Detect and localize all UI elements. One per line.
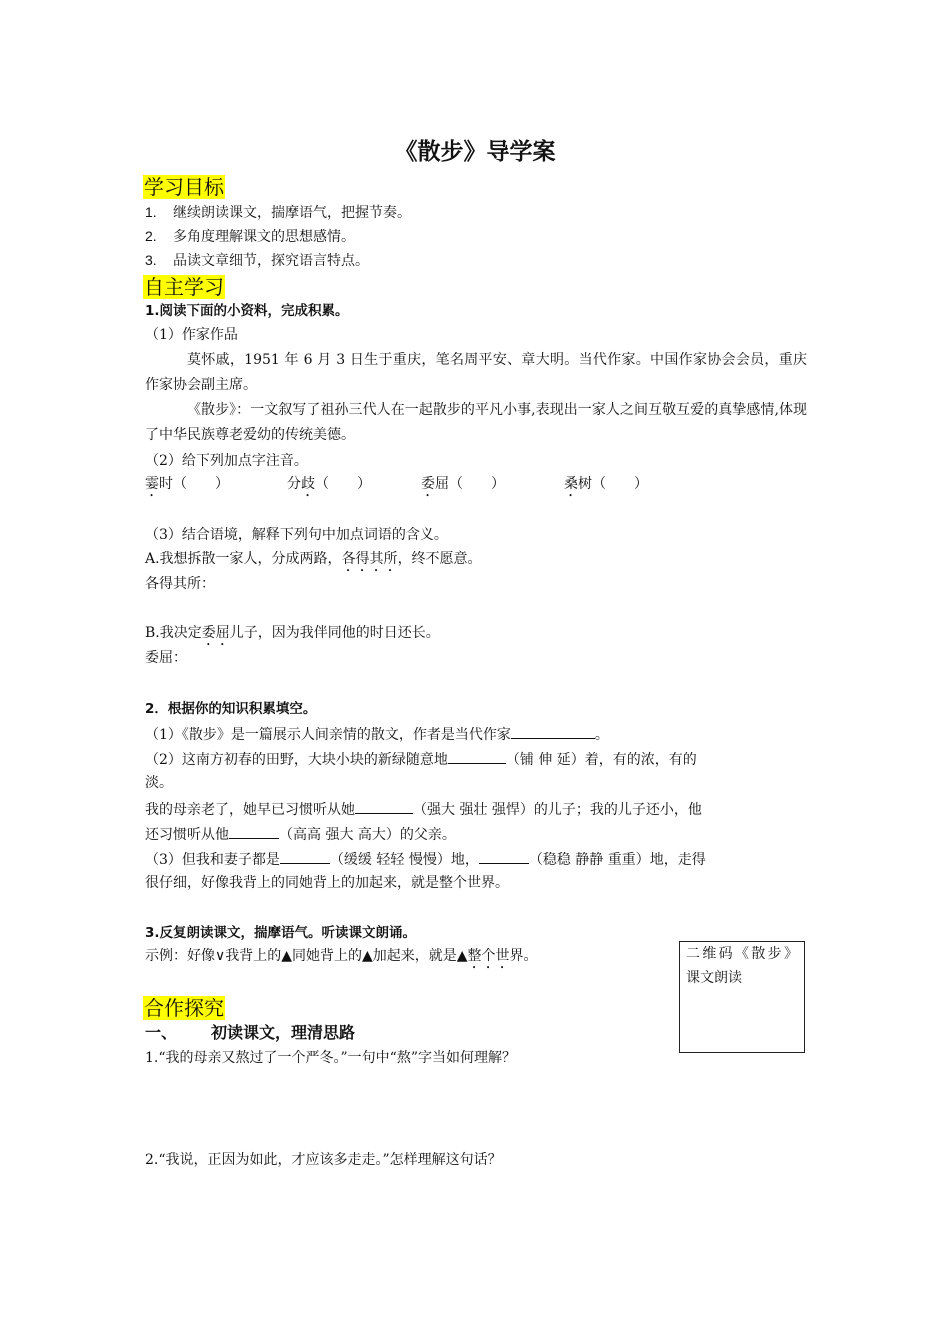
reading-example: 示例：好像∨我背上的▲同她背上的▲加起来，就是▲整个世界。 bbox=[145, 948, 538, 964]
fill-line: 还习惯听从他 （高高 强大 高大）的父亲。 bbox=[145, 823, 456, 845]
answer-label-a: 各得其所： bbox=[145, 576, 215, 592]
fill-line: （2）这南方初春的田野，大块小块的新绿随意地 （铺 伸 延）着，有的浓，有的 bbox=[145, 748, 697, 770]
goal-item: 1. 继续朗读课文，揣摩语气，把握节奏。 bbox=[145, 204, 411, 221]
section-heading-self-study: 自主学习 bbox=[144, 275, 224, 299]
goal-item: 3. 品读文章细节，探究语言特点。 bbox=[145, 252, 369, 269]
pinyin-item: 委屈（ ） bbox=[421, 476, 505, 492]
blank-underline[interactable] bbox=[355, 798, 413, 814]
qr-code-box bbox=[679, 941, 805, 1053]
work-paragraph: 《散步》：一文叙写了祖孙三代人在一起散步的平凡小事,表现出一家人之间互敬互爱的真挚感情,体现了中华民族尊老爱幼的传统美德。 bbox=[145, 402, 807, 443]
fill-line: 我的母亲老了，她早已习惯听从她 （强大 强壮 强悍）的儿子；我的儿子还小，他 bbox=[145, 798, 702, 820]
blank-underline[interactable] bbox=[511, 723, 595, 739]
pinyin-item: 桑树（ ） bbox=[564, 476, 648, 492]
fill-line: （1）《散步》是一篇展示人间亲情的散文，作者是当代作家 。 bbox=[145, 723, 609, 745]
answer-label-b: 委屈： bbox=[145, 650, 187, 666]
question-2-title: 2．根据你的知识积累填空。 bbox=[145, 701, 317, 717]
pinyin-item: 霎时（ ） bbox=[145, 476, 229, 492]
goal-item: 2. 多角度理解课文的思想感情。 bbox=[145, 228, 355, 245]
qr-caption: 二维码《散步》 bbox=[686, 946, 798, 962]
sentence-b: B.我决定委屈儿子，因为我伴同他的时日还长。 bbox=[145, 625, 440, 641]
blank-underline[interactable] bbox=[280, 848, 330, 864]
sentence-a: A.我想拆散一家人，分成两路，各得其所，终不愿意。 bbox=[145, 551, 482, 567]
pinyin-item: 分歧（ ） bbox=[287, 476, 371, 492]
fill-line: 淡。 bbox=[145, 775, 173, 791]
fill-line: 很仔细，好像我背上的同她背上的加起来，就是整个世界。 bbox=[145, 875, 509, 891]
inquiry-question: 2.“我说，正因为如此，才应该多走走。”怎样理解这句话？ bbox=[145, 1152, 502, 1168]
subsection-heading: 一、 初读课文，理清思路 bbox=[145, 1023, 356, 1042]
fill-line: （3）但我和妻子都是 （缓缓 轻轻 慢慢）地， （稳稳 静静 重重）地，走得 bbox=[145, 848, 706, 870]
section-heading-goals: 学习目标 bbox=[144, 175, 224, 199]
author-paragraph: 莫怀戚，1951 年 6 月 3 日生于重庆，笔名周平安、章大明。当代作家。中国作家协会会员，重庆作家协会副主席。 bbox=[145, 352, 807, 393]
blank-underline[interactable] bbox=[448, 748, 506, 764]
blank-underline[interactable] bbox=[229, 823, 279, 839]
part-label: （2）给下列加点字注音。 bbox=[145, 453, 308, 469]
question-3-title: 3.反复朗读课文，揣摩语气。听读课文朗诵。 bbox=[145, 925, 417, 941]
blank-underline[interactable] bbox=[479, 848, 529, 864]
question-1-title: 1.阅读下面的小资料，完成积累。 bbox=[145, 303, 349, 319]
qr-caption: 课文朗读 bbox=[686, 970, 742, 986]
section-heading-cooperative: 合作探究 bbox=[144, 996, 224, 1020]
inquiry-question: 1.“我的母亲又熬过了一个严冬。”一句中“熬”字当如何理解？ bbox=[145, 1050, 516, 1066]
part-label: （1）作家作品 bbox=[145, 327, 238, 343]
part-label: （3）结合语境，解释下列句中加点词语的含义。 bbox=[145, 527, 448, 543]
page-title: 《散步》导学案 bbox=[394, 139, 556, 165]
